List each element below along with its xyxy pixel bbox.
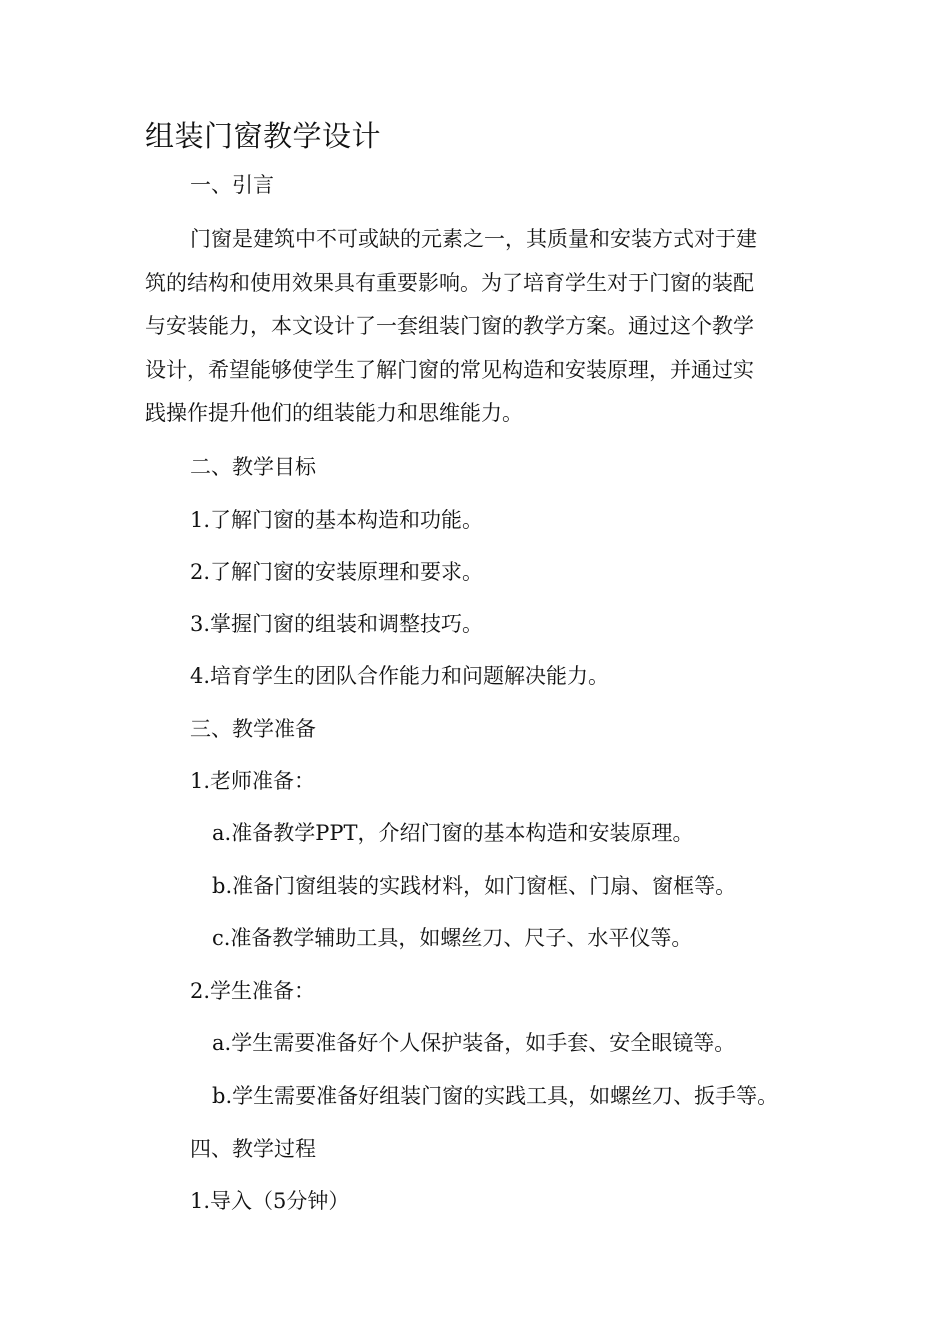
paragraph-line: 门窗是建筑中不可或缺的元素之一，其质量和安装方式对于建	[190, 227, 757, 251]
goal-item: 1.了解门窗的基本构造和功能。	[190, 508, 484, 532]
paragraph-line: 设计，希望能够使学生了解门窗的常见构造和安装原理，并通过实	[145, 357, 754, 382]
paragraph-line: 践操作提升他们的组装能力和思维能力。	[145, 401, 523, 425]
student-prep-item: b.学生需要准备好组装门窗的实践工具，如螺丝刀、扳手等。	[212, 1084, 779, 1108]
section-heading-goals: 二、教学目标	[190, 455, 316, 479]
goal-item: 3.掌握门窗的组装和调整技巧。	[190, 612, 484, 636]
paragraph-line: 与安装能力，本文设计了一套组装门窗的教学方案。通过这个教学	[145, 314, 754, 338]
student-prep-heading: 2.学生准备：	[190, 979, 316, 1003]
teacher-prep-item: c.准备教学辅助工具，如螺丝刀、尺子、水平仪等。	[212, 926, 693, 950]
goal-item: 2.了解门窗的安装原理和要求。	[190, 560, 484, 584]
student-prep-item: a.学生需要准备好个人保护装备，如手套、安全眼镜等。	[212, 1031, 736, 1055]
intro-paragraph	[145, 218, 805, 436]
teacher-prep-item: b.准备门窗组装的实践材料，如门窗框、门扇、窗框等。	[212, 874, 737, 898]
teacher-prep-item: a.准备教学PPT，介绍门窗的基本构造和安装原理。	[212, 821, 694, 845]
section-heading-process: 四、教学过程	[190, 1137, 316, 1161]
teacher-prep-heading: 1.老师准备：	[190, 769, 316, 793]
paragraph-line: 筑的结构和使用效果具有重要影响。为了培育学生对于门窗的装配	[145, 270, 754, 295]
section-heading-intro: 一、引言	[190, 173, 274, 197]
process-step: 1.导入（5分钟）	[190, 1189, 350, 1213]
document-title: 组装门窗教学设计	[145, 119, 382, 153]
section-heading-preparation: 三、教学准备	[190, 717, 316, 741]
goal-item: 4.培育学生的团队合作能力和问题解决能力。	[190, 664, 610, 688]
